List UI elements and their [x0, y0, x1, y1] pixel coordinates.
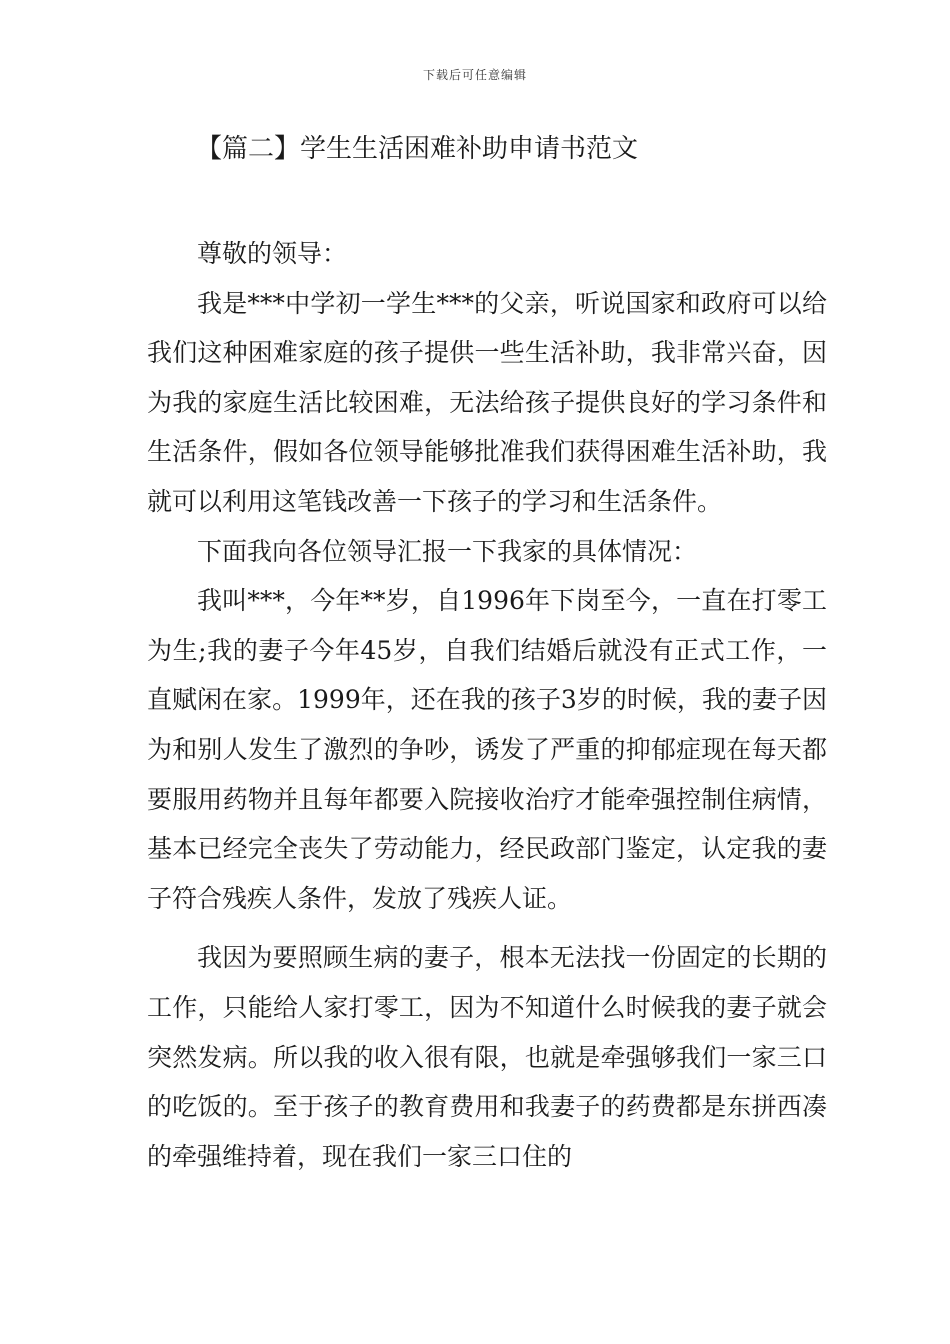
header-note: 下载后可任意编辑 — [422, 68, 527, 82]
salutation: 尊敬的领导： — [197, 239, 348, 268]
paragraph-intro: 我是***中学初一学生***的父亲，听说国家和政府可以给我们这种困难家庭的孩子提供一些生活补助，我非常兴奋，因为我的家庭生活比较困难，无法给孩子提供良好的学习条件和生活条件，假如各位领导能够批准我们获得困难生活补助，我就可以利用这笔钱改善一下孩子的学习和生活条件。 — [147, 288, 827, 516]
paragraph-report: 下面我向各位领导汇报一下我家的具体情况： — [197, 536, 698, 566]
paragraph-family-situation: 我叫***，今年**岁，自1996年下岗至今，一直在打零工为生;我的妻子今年45岁，自我们结婚后就没有正式工作，一直赋闲在家。1999年，还在我的孩子3岁的时候，我的妻子因为和别人发生了激烈的争吵，诱发了严重的抑郁症现在每天都要服用药物并且每年都要入院接收治疗才能牵强控制住病情，基本已经完全丧失了劳动能力，经民政部门鉴定，认定我的妻子符合残疾人条件，发放了残疾人证。 — [147, 586, 827, 913]
paragraph-income: 我因为要照顾生病的妻子，根本无法找一份固定的长期的工作，只能给人家打零工，因为不知道什么时候我的妻子就会突然发病。所以我的收入很有限，也就是牵强够我们一家三口的吃饭的。至于孩子的教育费用和我妻子的药费都是东拼西凑的牵强维持着，现在我们一家三口住的 — [147, 943, 827, 1171]
document-body — [147, 229, 827, 1181]
document-title: 【篇二】学生生活困难补助申请书范文 — [196, 134, 639, 164]
